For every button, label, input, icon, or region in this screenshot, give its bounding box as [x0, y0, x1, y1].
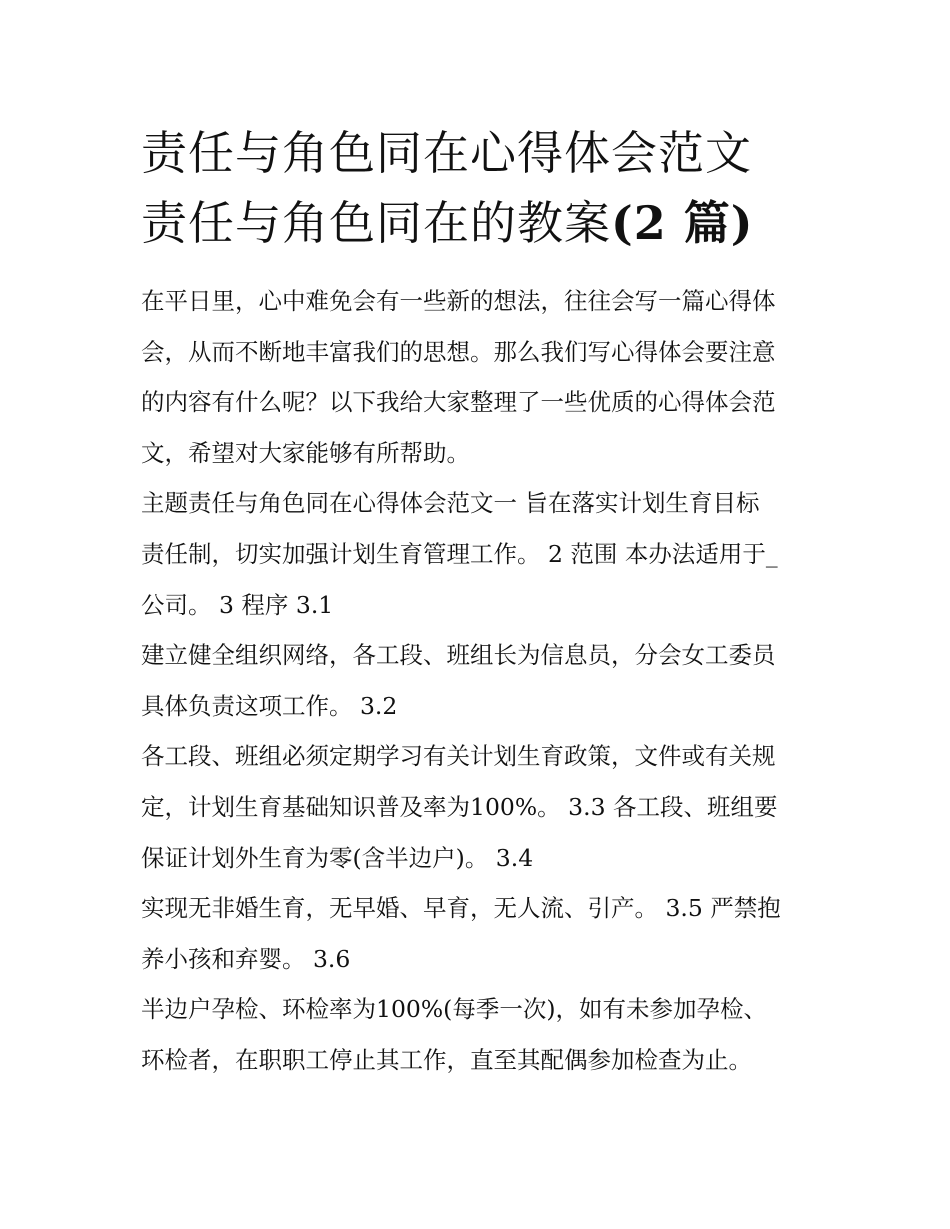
text-line: 文，希望对大家能够有所帮助。 [141, 438, 470, 467]
paragraph-intro [141, 276, 821, 478]
document-title [141, 118, 841, 258]
text-line: 的内容有什么呢？以下我给大家整理了一些优质的心得体会范 [141, 388, 776, 417]
text-line: 责任制，切实加强计划生育管理工作。 2 范围 本办法适用于_ [141, 539, 778, 568]
text-line: 会，从而不断地丰富我们的思想。那么我们写心得体会要注意 [141, 337, 776, 366]
title-line-2-text: 责任与角色同在的教案 [141, 196, 611, 250]
paragraph-section-3-2 [141, 731, 821, 883]
title-line-2 [141, 188, 841, 258]
paragraph-section-3-4 [141, 883, 821, 984]
text-line: 环检者，在职职工停止其工作，直至其配偶参加检查为止。 [141, 1045, 752, 1074]
text-line: 定，计划生育基础知识普及率为100%。 3.3 各工段、班组要 [141, 792, 778, 821]
text-line: 半边户孕检、环检率为100%(每季一次)，如有未参加孕检、 [141, 995, 768, 1024]
text-line: 实现无非婚生育，无早婚、早育，无人流、引产。 3.5 严禁抱 [141, 894, 781, 923]
text-line: 主题责任与角色同在心得体会范文一 旨在落实计划生育目标 [141, 489, 760, 518]
text-line: 养小孩和弃婴。 3.6 [141, 944, 351, 973]
text-line: 建立健全组织网络，各工段、班组长为信息员，分会女工委员 [141, 641, 776, 670]
title-line-2-count: (2 篇) [611, 196, 754, 250]
document-body [141, 276, 821, 1086]
title-line-1: 责任与角色同在心得体会范文 [141, 126, 752, 180]
text-line: 公司。 3 程序 3.1 [141, 590, 334, 619]
text-line: 保证计划外生育为零(含半边户)。 3.4 [141, 843, 534, 872]
paragraph-section-1 [141, 478, 821, 630]
text-line: 具体负责这项工作。 3.2 [141, 691, 398, 720]
paragraph-section-3-1 [141, 630, 821, 731]
text-line: 在平日里，心中难免会有一些新的想法，往往会写一篇心得体 [141, 287, 776, 315]
text-line: 各工段、班组必须定期学习有关计划生育政策，文件或有关规 [141, 742, 776, 771]
paragraph-section-3-6 [141, 984, 821, 1085]
